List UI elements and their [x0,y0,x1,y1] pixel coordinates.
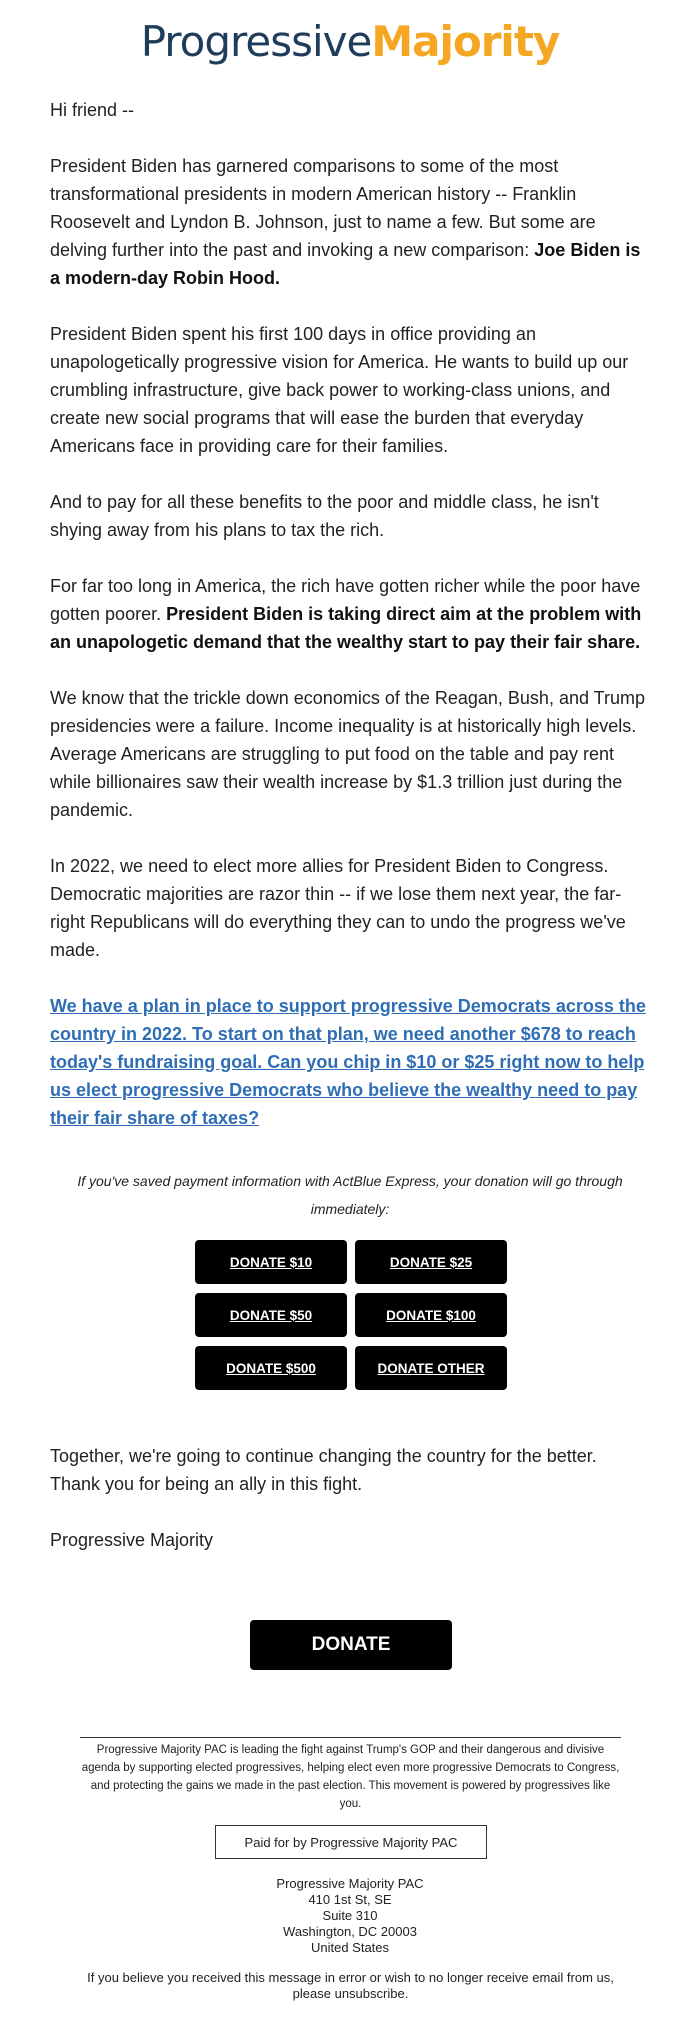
paid-for-disclaimer: Paid for by Progressive Majority PAC [215,1825,487,1859]
fundraising-cta-link[interactable]: We have a plan in place to support progressive Democrats across the country in 2022. To start on that plan, we need another $678 to reach today's fundraising goal. Can you chip in $10 or $25 right now to help us elect progressive Democrats who believe the wealthy need to pay their fair share of taxes? [50,996,646,1128]
progressive-majority-logo[interactable] [0,14,700,70]
closing-section [50,1442,650,1582]
donate-button[interactable]: DONATE [250,1620,452,1670]
paragraph-fair-share [50,572,650,656]
footer-mission-text: Progressive Majority PAC is leading the fight against Trump's GOP and their dangerous and divisive agenda by supporting elected progressives, helping elect even more progressive Democrats to Congress, and protecting the gains we made in the past election. This movement is powered by progressives like you. [81,1744,620,1810]
paragraph-2022-elections: In 2022, we need to elect more allies for President Biden to Congress. Democratic majorities are razor thin -- if we lose them next year, the far-right Republicans will do everything they can to undo the progress we've made. [50,856,626,960]
donate-50-button[interactable]: DONATE $50 [195,1293,347,1337]
paragraph-first-100-days: President Biden spent his first 100 days in office providing an unapologetically progressive vision for America. He wants to build up our crumbling infrastructure, give back power to working-class unions, and create new social programs that will ease the burden that everyday Americans face in providing care for their families. [50,324,629,456]
footer-divider [80,1737,621,1738]
paragraph-comparisons-bold: Joe Biden is a modern-day Robin Hood. [50,240,641,288]
unsubscribe-text[interactable]: If you believe you received this message in error or wish to no longer receive email from us, please unsubscribe. [87,1970,614,2001]
email-body [50,96,650,1160]
logo-text-majority: Majority [371,17,560,66]
donate-25-button[interactable]: DONATE $25 [355,1240,507,1284]
paragraph-fair-share-text: For far too long in America, the rich have gotten richer while the poor have gotten poorer. [50,576,641,624]
address-line: United States [310,1940,390,1955]
address-line: Suite 310 [322,1908,378,1923]
paragraph-tax-the-rich: And to pay for all these benefits to the poor and middle class, he isn't shying away from his plans to tax the rich. [50,492,599,540]
mailing-address [150,1876,550,1956]
donate-100-button[interactable]: DONATE $100 [355,1293,507,1337]
logo-text-progressive: Progressive [140,17,372,66]
address-line: Progressive Majority PAC [276,1876,424,1891]
paragraph-trickle-down: We know that the trickle down economics of the Reagan, Bush, and Trump presidencies were a failure. Income inequality is at historically high levels. Average Americans are struggling to put food on the table and pay rent while billionaires saw their wealth increase by $1.3 trillion just during the pandemic. [50,688,645,820]
paragraph-fair-share-bold: President Biden is taking direct aim at the problem with an unapologetic demand that the wealthy start to pay their fair share. [50,604,642,652]
actblue-express-note: If you've saved payment information with ActBlue Express, your donation will go through immediately: [77,1173,623,1217]
address-line: Washington, DC 20003 [283,1924,417,1939]
donate-500-button[interactable]: DONATE $500 [195,1346,347,1390]
signature: Progressive Majority [50,1530,214,1550]
paragraph-comparisons [50,152,650,292]
paragraph-comparisons-text: President Biden has garnered comparisons to some of the most transformational presidents in modern American history -- Franklin Roosevelt and Lyndon B. Johnson, just to name a few. But some are delving further into the past and invoking a new comparison: [50,156,596,260]
cta-paragraph [50,992,650,1132]
donate-other-button[interactable]: DONATE OTHER [355,1346,507,1390]
donate-10-button[interactable]: DONATE $10 [195,1240,347,1284]
address-line: 410 1st St, SE [308,1892,392,1907]
closing-paragraph: Together, we're going to continue changing the country for the better. Thank you for being an ally in this fight. [50,1446,597,1494]
greeting: Hi friend -- [50,100,135,120]
